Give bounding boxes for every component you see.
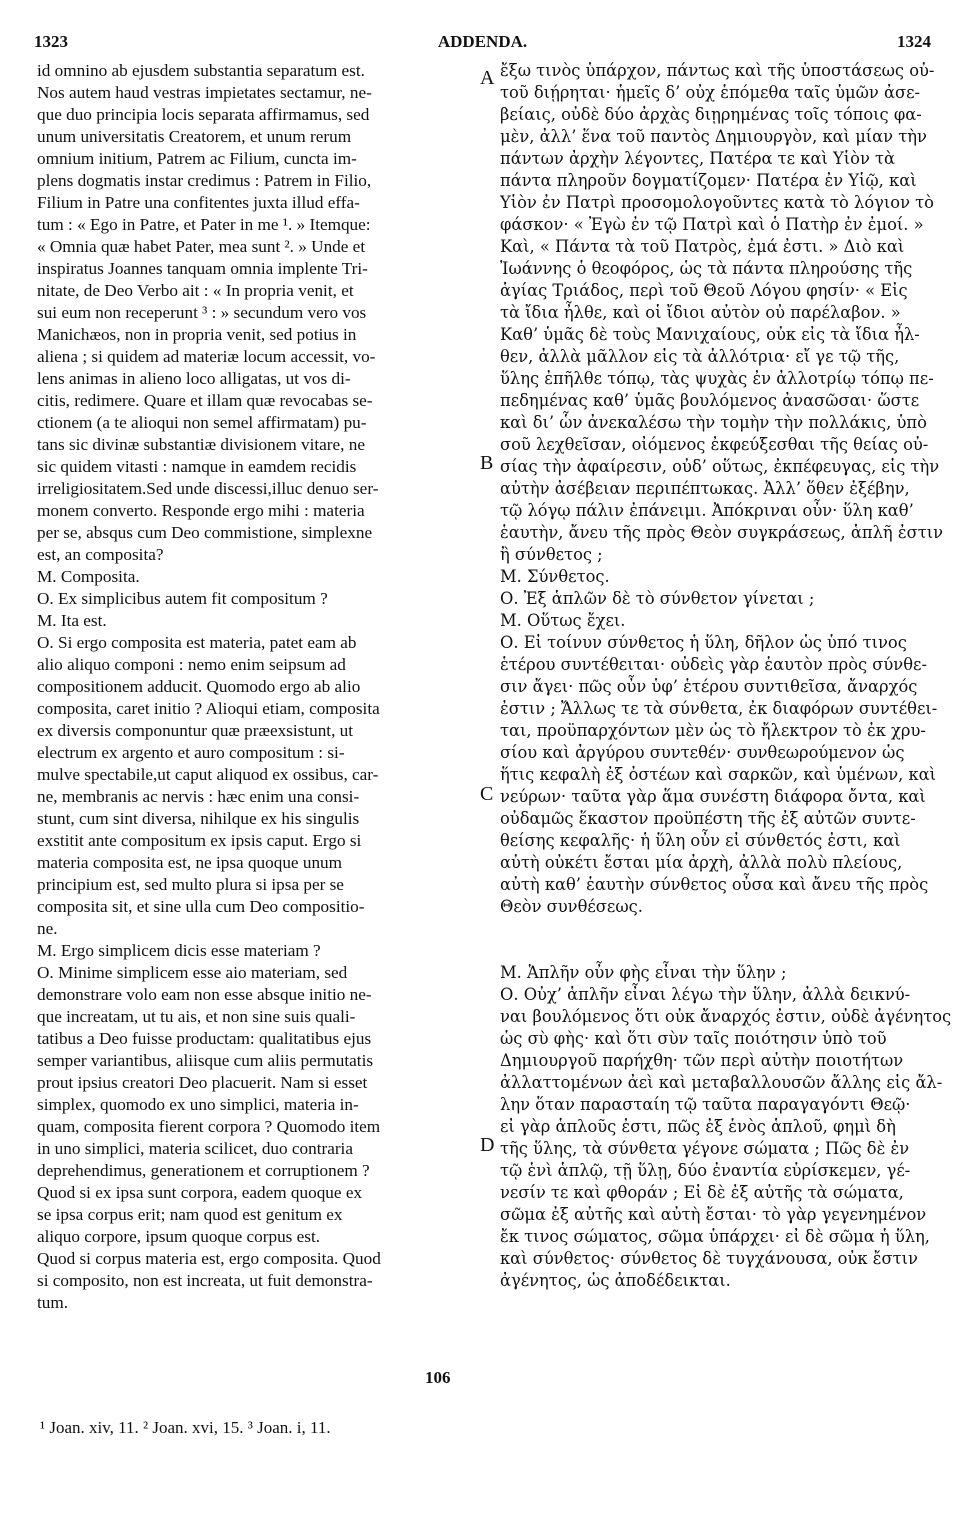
margin-letter-a: A — [480, 67, 495, 89]
running-title: ADDENDA. — [437, 32, 528, 51]
margin-letter-b: B — [480, 452, 494, 474]
column-number-mark: 106 — [425, 1368, 451, 1387]
page-number-right: 1324 — [897, 32, 931, 51]
footnotes: ¹ Joan. xiv, 11. ² Joan. xvi, 15. ³ Joan. i, 11. — [40, 1418, 331, 1437]
margin-letter-c: C — [480, 783, 494, 805]
page-number-left: 1323 — [34, 32, 68, 51]
greek-column: ἔξω τινὸς ὑπάρχον, πάντως καὶ τῆς ὑποστάσεως οὐ- τοῦ διῄρηται· ἡμεῖς δ’ οὐχ ἑπόμεθα ταῖς ὑμῶν ἀσε- βείαις, οὐδὲ δύο ἀρχὰς διῃρημένας τοῖς τόποις φα- μὲν, ἀλλ’ ἕνα τοῦ παντὸς Δημιουργὸν, καὶ μίαν τὴν πάντων ἀρχὴν λέγοντες, Πατέρα τε καὶ Υἱὸν τὰ πάντα πληροῦν δογματίζομεν· Πατέρα ἐν Υἱῷ, καὶ Υἱὸν ἐν Πατρὶ προσομολογοῦντες κατὰ τὸ λόγιον τὸ φάσκον· « Ἐγὼ ἐν τῷ Πατρὶ καὶ ὁ Πατὴρ ἐν ἐμοί. » Καὶ, « Πάντα τὰ τοῦ Πατρὸς, ἐμά ἐστι. » Διὸ καὶ Ἰωάννης ὁ θεοφόρος, ὡς τὰ πάντα πληρούσης τῆς ἁγίας Τριάδος, περὶ τοῦ Θεοῦ Λόγου φησίν· « Εἰς τὰ ἴδια ἦλθε, καὶ οἱ ἴδιοι αὐτὸν οὐ παρέλαβον. » Καθ’ ὑμᾶς δὲ τοὺς Μανιχαίους, οὐκ εἰς τὰ ἴδια ἦλ- θεν, ἀλλὰ μᾶλλον εἰς τὰ ἀλλότρια· εἴ γε τῷ τῆς, ὕλης ἐπῆλθε τόπῳ, τὰς ψυχὰς ἐν ἀλλοτρίῳ τόπῳ πε- πεδημένας καθ’ ὑμᾶς βουλόμενος ἀνασῶσαι· ὥστε καὶ δι’ ὧν ἀνεκαλέσω τὴν τομὴν τὴν πολλάκις, ὑπὸ σοῦ λεχθεῖσαν, οἰόμενος ἐκφεύξεσθαι τῆς θείας οὐ- σίας τὴν ἀφαίρεσιν, οὐδ’ οὕτως, ἐκπέφευγας, εἰς τὴν αὐτὴν ἀσέβειαν περιπέπτωκας. Ἀλλ’ ὅθεν ἐξέβην, τῷ λόγῳ πάλιν ἐπάνειμι. Ἀπόκριναι οὖν· ὕλη καθ’ ἑαυτὴν, ἄνευ τῆς πρὸς Θεὸν συγκράσεως, ἁπλῆ ἐστιν ἢ σύνθετος ; Μ. Σύνθετος. Ο. Ἐξ ἁπλῶν δὲ τὸ σύνθετον γίνεται ; Μ. Οὕτως ἔχει. Ο. Εἰ τοίνυν σύνθετος ἡ ὕλη, δῆλον ὡς ὑπό τινος ἑτέρου συντέθειται· οὐδεὶς γὰρ ἑαυτὸν πρὸς σύνθε- σιν ἄγει· πῶς οὖν ὑφ’ ἑτέρου συντιθεῖσα, ἄναρχός ἐστιν ; Ἄλλως τε τὰ σύνθετα, ἐκ διαφόρων συντέθει- ται, προϋπαρχόντων μὲν ὡς τὸ ἤλεκτρον τὸ ἐκ χρυ- σίου καὶ ἀργύρου συντεθέν· συνθεωρούμενον ὡς ἥτις κεφαλὴ ἐξ ὀστέων καὶ σαρκῶν, καὶ ὑμένων, καὶ νεύρων· ταῦτα γὰρ ἅμα συνέστη διάφορα ὄντα, καὶ οὐδαμῶς ἕκαστον προϋπέστη τῆς ἐξ αὐτῶν συντε- θείσης κεφαλῆς· ἡ ὕλη οὖν εἰ σύνθετός ἐστι, καὶ αὐτὴ οὐκέτι ἔσται μία ἀρχὴ, ἀλλὰ πολὺ πλείους, αὐτὴ καθ’ ἑαυτὴν σύνθετος οὖσα καὶ ἄνευ τῆς πρὸς Θεὸν συνθέσεως. Μ. Ἁπλῆν οὖν φὴς εἶναι τὴν ὕλην ; Ο. Οὐχ’ ἁπλῆν εἶναι λέγω τὴν ὕλην, ἀλλὰ δεικνύ- ναι βουλόμενος ὅτι οὐκ ἄναρχός ἐστιν, οὐδὲ ἀγένητος ὡς σὺ φὴς· καὶ ὅτι σὺν ταῖς ποιότησιν ὑπὸ τοῦ Δημιουργοῦ παρήχθη· τῶν περὶ αὐτὴν ποιοτήτων ἀλλαττομένων ἀεὶ καὶ μεταβαλλουσῶν ἄλλης εἰς ἄλ- λην ὅταν παρασταίη τῷ ταῦτα παραγαγόντι Θεῷ· εἰ γὰρ ἁπλοῦς ἐστι, πῶς ἐξ ἑνὸς ἁπλοῦ, φημὶ δὴ τῆς ὕλης, τὰ σύνθετα γέγονε σώματα ; Πῶς δὲ ἐν τῷ ἑνὶ ἁπλῷ, τῇ ὕλῃ, δύο ἐναντία εὑρίσκεμεν, γέ- νεσίν τε καὶ φθοράν ; Εἰ δὲ ἐξ αὐτῆς τὰ σώματα, σῶμα ἐξ αὐτῆς καὶ αὐτὴ ἔσται· τὸ γὰρ γεγενημένον ἔκ τινος σώματος, σῶμα ὑπάρχει· εἰ δὲ σῶμα ἡ ὕλη, καὶ σύνθετος· σύνθετος δὲ τυγχάνουσα, οὐκ ἔστιν ἀγένητος, ὡς ἀποδέδεικται. — [500, 61, 952, 1290]
margin-letter-d: D — [480, 1134, 495, 1156]
latin-column: id omnino ab ejusdem substantia separatum est. Nos autem haud vestras impietates sectamur, ne- que duo principia locis separata affirmamus, sed unum universitatis Creatorem, et unum rerum omnium initium, Patrem ac Filium, cuncta im- plens dogmatis instar credimus : Patrem in Filio, Filium in Patre una confitentes juxta illud effa- tum : « Ego in Patre, et Pater in me ¹. » Itemque: « Omnia quæ habet Pater, mea sunt ². » Unde et inspiratus Joannes tanquam omnia implente Tri- nitate, de Deo Verbo ait : « In propria venit, et sui eum non receperunt ³ : » secundum vero vos Manichæos, non in propria venit, sed potius in aliena ; si quidem ad materiæ locum accessit, vo- lens animas in alieno loco alligatas, ut vos di- citis, redimere. Quare et illam quæ revocabas se- ctionem (a te alioqui non semel affirmatam) pu- tans sic divinæ substantiæ divisionem vitare, ne sic quidem vitasti : namque in eamdem recidis irreligiositatem.Sed unde discessi,illuc denuo ser- monem converto. Responde ergo mihi : materia per se, absqus cum Deo commistione, simplexne est, an composita? M. Composita. O. Ex simplicibus autem fit compositum ? M. Ita est. O. Si ergo composita est materia, patet eam ab alio aliquo componi : nemo enim seipsum ad compositionem adducit. Quomodo ergo ab alio composita, caret initio ? Alioqui etiam, composita ex diversis componuntur quæ præexsistunt, ut electrum ex argento et auro compositum : si- mulve spectabile,ut caput aliquod ex ossibus, car- ne, membranis ac nervis : hæc enim una consi- stunt, cum sint diversa, nihilque ex his singulis exstitit ante compositum ex ipsis caput. Ergo si materia composita est, ne ipsa quoque unum principium est, sed multo plura si ipsa per se composita sit, et sine ulla cum Deo compositio- ne. M. Ergo simplicem dicis esse materiam ? O. Minime simplicem esse aio materiam, sed demonstrare volo eam non esse absque initio ne- que increatam, ut tu ais, et non sine suis quali- tatibus a Deo fuisse productam: qualitatibus ejus semper variantibus, aliisque cum aliis permutatis prout ipsius creatori Deo placuerit. Nam si esset simplex, quomodo ex uno simplici, materia in- quam, composita fierent corpora ? Quomodo item in uno simplici, materia scilicet, duo contraria deprehendimus, generationem et corruptionem ? Quod si ex ipsa sunt corpora, eadem quoque ex se ipsa corpus erit; nam quod est genitum ex aliquo corpore, ipsum quoque corpus est. Quod si corpus materia est, ergo composita. Quod si composito, non est increata, ut fuit demonstra- tum. — [37, 61, 381, 1312]
